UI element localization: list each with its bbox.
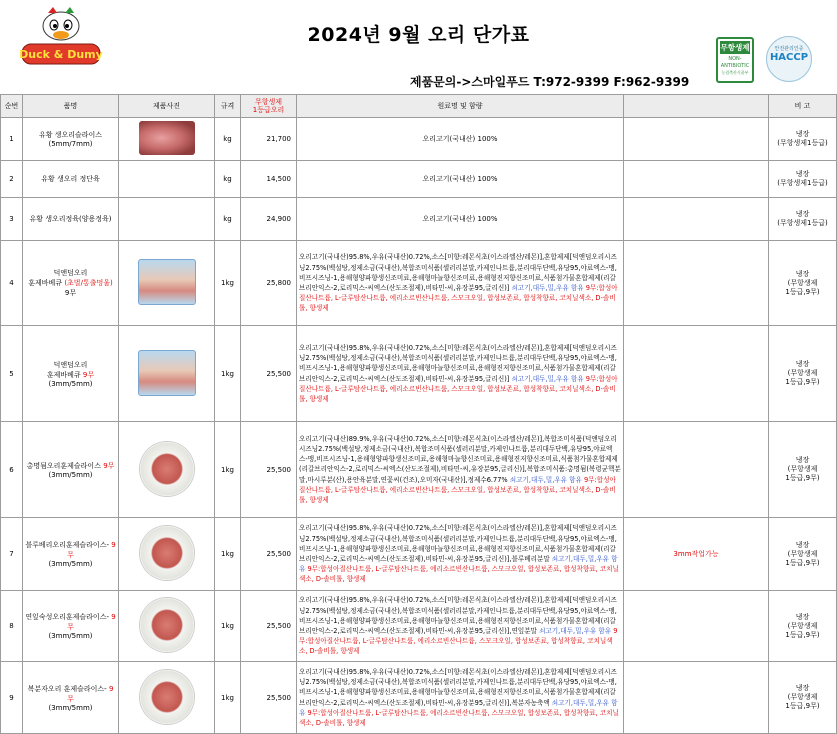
allergen-info: 쇠고기,대두,밀,우유 함유 <box>511 284 584 292</box>
product-name-text: 총명됨오리훈제슬라이스 <box>26 461 101 470</box>
product-name-text: 블루베리오리훈제슬라이스- <box>25 541 109 549</box>
product-name-tag: 9무 <box>82 370 95 379</box>
product-name: 유황 생오리정육(양용정육) <box>23 198 119 241</box>
product-price: 21,700 <box>241 118 297 161</box>
table-row <box>1 591 837 662</box>
product-price: 25,500 <box>241 518 297 591</box>
ingredients <box>297 518 624 591</box>
haccp-certification-badge: 안전관리인증 HACCP <box>766 36 812 82</box>
product-name-size: (3mm/5mm) <box>48 560 93 568</box>
header <box>0 0 837 92</box>
page-title: 2024년 9월 오리 단가표 <box>307 24 530 46</box>
table-row <box>1 662 837 734</box>
product-photo-cell <box>119 198 215 241</box>
ingredients <box>297 198 624 241</box>
product-price: 14,500 <box>241 161 297 198</box>
product-name <box>23 241 119 326</box>
product-name <box>23 662 119 734</box>
production-note <box>624 591 769 662</box>
ingredients <box>297 161 624 198</box>
remark: 냉장 (무항생제 1등급,9무) <box>769 326 837 422</box>
contact-info: 제품문의->스마일푸드 T:972-9399 F:962-9399 <box>410 75 690 89</box>
col-header-ingredients: 원료명 및 함량 <box>297 95 624 118</box>
production-note <box>624 198 769 241</box>
product-name <box>23 518 119 591</box>
product-photo-cell <box>119 518 215 591</box>
remark: 냉장 (무항생제1등급) <box>769 198 837 241</box>
allergen-info: 쇠고기,대두,밀,우유 함유 <box>509 475 582 484</box>
price-table <box>0 94 837 734</box>
remark: 냉장 (무항생제 1등급,9무) <box>769 518 837 591</box>
product-name <box>23 326 119 422</box>
product-name-text: 복분자오리 훈제슬라이스- <box>27 684 107 693</box>
allergen-info: 쇠고기,대두,밀,우유 함유 <box>539 627 612 635</box>
product-spec: 1kg <box>215 241 241 326</box>
product-price: 25,500 <box>241 662 297 734</box>
ingredients <box>297 662 624 734</box>
product-price: 25,500 <box>241 326 297 422</box>
product-photo-cell <box>119 422 215 518</box>
product-name-size: 9무 <box>64 289 77 297</box>
remark: 냉장 (무항생제1등급) <box>769 161 837 198</box>
allergen-info: 쇠고기,대두,밀,우유 함유 <box>299 555 618 574</box>
table-row <box>1 161 837 198</box>
table-header-row <box>1 95 837 118</box>
production-note <box>624 241 769 326</box>
row-number: 3 <box>1 198 23 241</box>
non-antibiotic-certification-badge: 무항생제 NON-ANTIBIOTIC 농림축산식품부 <box>716 37 754 83</box>
table-row <box>1 422 837 518</box>
allergen-info: 쇠고기,대두,밀,우유 함유 <box>511 374 584 383</box>
row-number: 6 <box>1 422 23 518</box>
product-photo <box>140 598 194 652</box>
product-price: 24,900 <box>241 198 297 241</box>
product-photo <box>139 121 195 155</box>
product-name: 유황 생오리 정단육 <box>23 161 119 198</box>
product-name-tag: 9무 <box>67 541 116 559</box>
product-photo <box>138 350 196 396</box>
row-number: 5 <box>1 326 23 422</box>
col-header-remark: 비 고 <box>769 95 837 118</box>
product-name-tag: 9무 <box>67 613 116 631</box>
col-header-name: 품명 <box>23 95 119 118</box>
product-photo <box>138 259 196 305</box>
production-note <box>624 326 769 422</box>
col-header-note <box>624 95 769 118</box>
product-photo <box>140 442 194 496</box>
additive-free-info: 9무:합성아질산나트륨, L-글루탐산나트륨, 에리소르빈산나트륨, 스모크오일, 합성보존료, 합성착향료, 코치닐색소, D-솔비톨, 향생제 <box>299 374 618 403</box>
product-photo-cell <box>119 118 215 161</box>
product-photo-cell <box>119 161 215 198</box>
product-photo <box>140 526 194 580</box>
col-header-no: 순번 <box>1 95 23 118</box>
product-name-text: 덕앤덤오리 훈제바베큐 <box>28 269 88 287</box>
product-spec: kg <box>215 198 241 241</box>
production-note <box>624 118 769 161</box>
product-name-size: (3mm/5mm) <box>48 379 93 388</box>
product-price: 25,500 <box>241 591 297 662</box>
remark: 냉장 (무항생제 1등급,9무) <box>769 662 837 734</box>
ingredients-text: 오리고기(국내산)95.8%,우유(국내산)0.72%,소스[미향:레몬식초(이스라엘산/레몬)],혼합제제[덕앤덤오리시즈닝2.75%(백설탕,정제소금(국내산),복합조미식품(셀러리분말,카제인나트륨,분리대두단백,유당95,야료엑스-맹,비프시즈닝-1,용해형양파향생신조미료,용해형마늘향신조미료,용해형진저향신조미료,식품첨가물혼합제제(리갈브리안익스-2,로리믹스-씨엑스(산도조절제),비타민-씨,유장분95,글리신)],블루베리분말 <box>299 524 617 563</box>
logo-text: Duck & Dumy <box>19 48 103 61</box>
col-header-spec: 규격 <box>215 95 241 118</box>
production-note <box>624 422 769 518</box>
table-row <box>1 118 837 161</box>
row-number: 2 <box>1 161 23 198</box>
col-header-photo: 제품사진 <box>119 95 215 118</box>
row-number: 1 <box>1 118 23 161</box>
ingredients <box>297 422 624 518</box>
product-name <box>23 422 119 518</box>
additive-free-info: 9무:합성아질산나트륨, L-글루탐산나트륨, 에리소르빈산나트륨, 스모크오일, 합성보존료, 합성착향료, 코치닐색소, D-솔비톨, 향생제 <box>299 565 619 584</box>
col-header-price: 무항생제 1등급오리 <box>241 95 297 118</box>
product-name-size: (3mm/5mm) <box>48 703 93 712</box>
row-number: 8 <box>1 591 23 662</box>
product-spec: 1kg <box>215 662 241 734</box>
product-name-tag: (초벌/통출멍울) <box>64 279 113 287</box>
ingredients <box>297 591 624 662</box>
table-row <box>1 198 837 241</box>
ingredients-text: 오리고기(국내산)95.8%,우유(국내산)0.72%,소스[미향:레몬식초(이스라엘산/레몬)],혼합제제[덕앤덤오리시즈닝2.75%(백설탕,정제소금(국내산),복합조미식품(셀러리분말,카제인나트륨,분리대두단백,유당95,야료엑스-맹,비프시즈닝-1,용해형양파향생신조미료,용해형마늘향신조미료,용해형진저향신조미료,식품첨가물혼합제제(리갈브리안익스-2,로리믹스-씨엑스(산도조절제),비타민-씨,유장분95,글리신)] <box>299 253 617 292</box>
remark: 냉장 (무항생제 1등급,9무) <box>769 591 837 662</box>
product-name-size: (3mm/5mm) <box>48 470 93 479</box>
remark: 냉장 (무항생제 1등급,9무) <box>769 422 837 518</box>
ingredients-text: 오리고기(국내산) 100% <box>422 215 498 223</box>
product-name: 유황 생오리슬라이스 (5mm/7mm) <box>23 118 119 161</box>
ingredients-text: 오리고기(국내산)89.9%,우유(국내산)0.72%,소스[미향:레몬식초(이스라엘산/레몬)],복합조미식품(덕앤덤오리시즈닝2.75%(백설탕,정제소금(국내산),복합조미식품(셀러리분말,카제인나트륨,분리대두단백,유당95,야료엑스-맹,비프시즈닝-1,용해형양파향생신조미료,용해형마늘향신조미료,용해형진저향신조미료,식품첨가물혼합제제(리갈브리안익스-2,로리믹스-씨엑스(산도조절제),비타민-씨,유장분95,글리신)],복합조미식품:총명됨(복령균핵분말,마시루분(산),용안육분말,연꽃씨(건조),오미자(국내산)],정제수6.77% <box>299 434 621 484</box>
additive-free-info: 9무:합성아질산나트륨, L-글루탐산나트륨, 에리소르빈산나트륨, 스모크오일, 합성보존료, 합성착향료, 코치닐색소, D-솔비톨, 향생제 <box>299 708 619 727</box>
additive-free-info: 9무:합성아질산나트륨, L-글루탐산나트륨, 에리소르빈산나트륨, 스모크오일, 합성보존료, 합성착향료, 코치닐색소, D-솔비톨, 향생제 <box>299 627 618 656</box>
product-spec: 1kg <box>215 422 241 518</box>
product-photo-cell <box>119 241 215 326</box>
product-photo <box>140 670 194 724</box>
product-name-size: (3mm/5mm) <box>48 632 93 640</box>
ingredients-text: 오리고기(국내산) 100% <box>422 135 498 143</box>
row-number: 9 <box>1 662 23 734</box>
product-name <box>23 591 119 662</box>
table-row <box>1 326 837 422</box>
product-photo-cell <box>119 662 215 734</box>
product-spec: 1kg <box>215 518 241 591</box>
ingredients-text: 오리고기(국내산)95.8%,우유(국내산)0.72%,소스[미향:레몬식초(이스라엘산/레몬)],혼합제제[덕앤덤오리시즈닝2.75%(백설탕,정제소금(국내산),복합조미식품(셀러리분말,카제인나트륨,분리대두단백,유당95,야료엑스-맹,비프시즈닝-1,용해형양파향생신조미료,용해형마늘향신조미료,용해형진저향신조미료,식품첨가물혼합제제(리갈브리안익스-2,로리믹스-씨엑스(산도조절제),비타민-씨,유장분95,글리신)],복분자농축액 <box>299 667 617 707</box>
ingredients <box>297 241 624 326</box>
production-note <box>624 662 769 734</box>
product-spec: 1kg <box>215 326 241 422</box>
row-number: 4 <box>1 241 23 326</box>
product-spec: kg <box>215 118 241 161</box>
row-number: 7 <box>1 518 23 591</box>
table-row <box>1 518 837 591</box>
product-name-text: 덕앤덤오리 훈제바베큐 <box>46 360 88 379</box>
product-name-text: 연잎숙성오리훈제슬라이스- <box>25 613 109 621</box>
production-note <box>624 161 769 198</box>
product-name-tag: 9무 <box>67 684 114 703</box>
product-price: 25,500 <box>241 422 297 518</box>
production-note: 3mm작업가능 <box>624 518 769 591</box>
ingredients-text: 오리고기(국내산) 100% <box>422 175 498 183</box>
ingredients-text: 오리고기(국내산)95.8%,우유(국내산)0.72%,소스[미향:레몬식초(이스라엘산/레몬)],혼합제제[덕앤덤오리시즈닝2.75%(백설탕,정제소금(국내산),복합조미식품(셀러리분말,카제인나트륨,분리대두단백,유당95,야료엑스-맹,비프시즈닝-1,용해형양파향생신조미료,용해형마늘향신조미료,용해형진저향신조미료,식품첨가물혼합제제(리갈브리안익스-2,로리믹스-씨엑스(산도조절제),비타민-씨,유장분95,글리신)],연잎분말 <box>299 596 617 635</box>
product-name-tag: 9무 <box>103 461 115 470</box>
remark: 냉장 (무항생제1등급) <box>769 118 837 161</box>
product-spec: kg <box>215 161 241 198</box>
product-photo-cell <box>119 591 215 662</box>
ingredients <box>297 118 624 161</box>
product-price: 25,800 <box>241 241 297 326</box>
table-row <box>1 241 837 326</box>
ingredients-text: 오리고기(국내산)95.8%,우유(국내산)0.72%,소스[미향:레몬식초(이스라엘산/레몬)],혼합제제[덕앤덤오리시즈닝2.75%(백설탕,정제소금(국내산),복합조미식품(셀러리분말,카제인나트륨,분리대두단백,유당95,야료엑스-맹,비프시즈닝-1,용해형양파향생신조미료,용해형마늘향신조미료,용해형진저향신조미료,식품첨가물혼합제제(리갈브리안익스-2,로리믹스-씨엑스(산도조절제),비타민-씨,유장분95,글리신)] <box>299 343 617 383</box>
ingredients <box>297 326 624 422</box>
additive-free-info: 9무:합성아질산나트륨, L-글루탐산나트륨, 에리소르빈산나트륨, 스모크오일, 합성보존료, 합성착향료, 코치닐색소, D-솔비톨, 향생제 <box>299 284 618 313</box>
product-spec: 1kg <box>215 591 241 662</box>
remark: 냉장 (무항생제 1등급,9무) <box>769 241 837 326</box>
allergen-info: 쇠고기,대두,밀,우유 함유 <box>299 698 618 717</box>
product-photo-cell <box>119 326 215 422</box>
additive-free-info: 9무:합성아질산나트륨, L-글루탐산나트륨, 에리소르빈산나트륨, 스모크오일, 합성보존료, 합성착향료, 코치닐색소, D-솔비톨, 향생제 <box>299 475 616 504</box>
